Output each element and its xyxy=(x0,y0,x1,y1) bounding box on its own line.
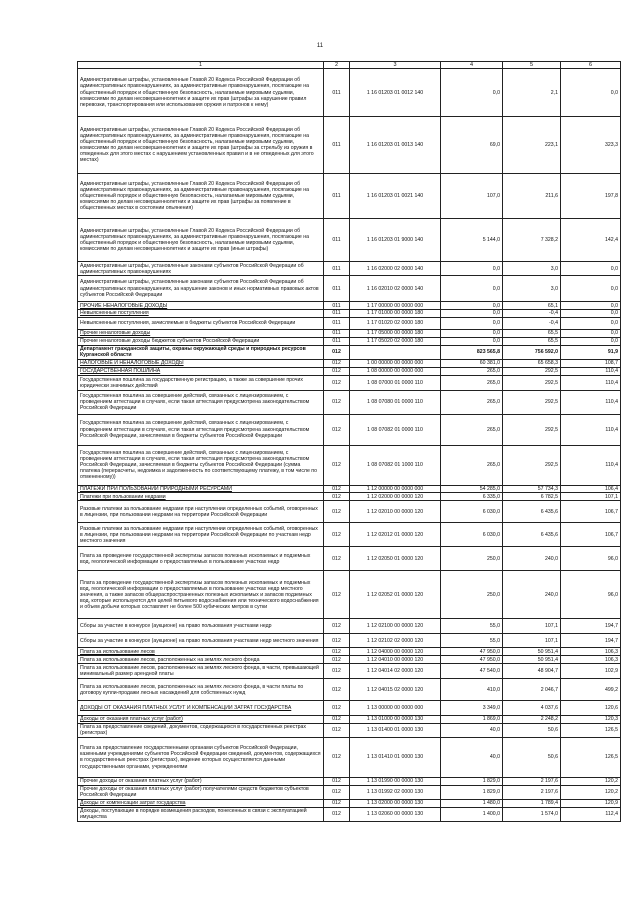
grbs-code-cell: 012 xyxy=(324,664,350,679)
actual-amount-cell: 292,5 xyxy=(503,367,561,375)
budget-code-cell: 1 17 05000 00 0000 180 xyxy=(350,329,441,337)
actual-amount-cell: 2 197,6 xyxy=(503,777,561,785)
plan-amount-cell: 265,0 xyxy=(441,375,503,390)
budget-code-cell: 1 17 05020 02 0000 180 xyxy=(350,337,441,345)
table-row xyxy=(78,716,621,724)
revenue-name-cell: Доходы от оказания платных услуг (работ) xyxy=(78,716,324,724)
table-row xyxy=(78,679,621,701)
revenue-table xyxy=(77,61,621,822)
actual-amount-cell: 6 435,6 xyxy=(503,523,561,547)
percent-cell: 110,4 xyxy=(561,375,621,390)
budget-code-cell: 1 08 07000 01 0000 110 xyxy=(350,375,441,390)
grbs-code-cell: 012 xyxy=(324,523,350,547)
grbs-code-cell: 012 xyxy=(324,359,350,367)
plan-amount-cell: 265,0 xyxy=(441,367,503,375)
revenue-name-cell: Административные штрафы, установленные законами субъектов Российской Федерации об административных правонарушениях, за нарушение законов и иных нормативных правовых актов субъектов Российской Федерации xyxy=(78,276,324,302)
percent-cell: 120,3 xyxy=(561,716,621,724)
grbs-code-cell: 011 xyxy=(324,302,350,310)
percent-cell: 194,7 xyxy=(561,619,621,634)
table-row xyxy=(78,345,621,359)
table-row xyxy=(78,777,621,785)
grbs-code-cell: 011 xyxy=(324,276,350,302)
percent-cell: 107,1 xyxy=(561,493,621,501)
budget-code-cell: 1 12 04010 00 0000 120 xyxy=(350,656,441,664)
plan-amount-cell: 40,0 xyxy=(441,737,503,777)
table-row xyxy=(78,547,621,571)
actual-amount-cell: 6 435,6 xyxy=(503,501,561,523)
grbs-code-cell: 012 xyxy=(324,501,350,523)
plan-amount-cell: 6 335,0 xyxy=(441,493,503,501)
grbs-code-cell: 011 xyxy=(324,329,350,337)
table-row xyxy=(78,648,621,656)
revenue-name-cell: Государственная пошлина за совершение действий, связанных с лицензированием, с проведением аттестации в случаях, если такая аттестация предусмотрена законодательством Российской Федерации, зачисляемая в бюджеты субъектов Российской Федерации xyxy=(78,414,324,445)
plan-amount-cell: 3 349,0 xyxy=(441,701,503,716)
percent-cell: 0,0 xyxy=(561,329,621,337)
actual-amount-cell: 3,0 xyxy=(503,276,561,302)
table-row xyxy=(78,174,621,219)
plan-amount-cell: 1 400,0 xyxy=(441,807,503,821)
percent-cell: 106,3 xyxy=(561,656,621,664)
revenue-name-cell: Государственная пошлина за государственную регистрацию, а также за совершение прочих юридически значимых действий xyxy=(78,375,324,390)
header-cell: 1 xyxy=(78,62,324,69)
budget-code-cell: 1 16 02000 02 0000 140 xyxy=(350,262,441,276)
percent-cell: 142,4 xyxy=(561,219,621,262)
table-row xyxy=(78,807,621,821)
budget-code-cell: 1 13 01990 00 0000 130 xyxy=(350,777,441,785)
plan-amount-cell: 0,0 xyxy=(441,337,503,345)
actual-amount-cell: 107,1 xyxy=(503,634,561,648)
percent-cell: 120,6 xyxy=(561,701,621,716)
revenue-name-cell: Административные штрафы, установленные Главой 20 Кодекса Российской Федерации об административных правонарушениях, за административные правонарушения, посягающие на общественный порядок и общественную безопасность, налагаемые мировыми судьями, комиссиями по делам несовершеннолетних и защите их прав (штрафы за нарушение правил перевозки, транспортирования или использования оружия и патронов к нему) xyxy=(78,69,324,117)
table-row xyxy=(78,310,621,318)
budget-code-cell: 1 16 01203 01 9000 140 xyxy=(350,219,441,262)
percent-cell: 106,7 xyxy=(561,501,621,523)
plan-amount-cell: 40,0 xyxy=(441,723,503,737)
percent-cell: 323,3 xyxy=(561,117,621,174)
table-row xyxy=(78,337,621,345)
plan-amount-cell: 1 829,0 xyxy=(441,785,503,799)
percent-cell: 0,0 xyxy=(561,337,621,345)
plan-amount-cell: 1 480,0 xyxy=(441,799,503,807)
grbs-code-cell: 012 xyxy=(324,716,350,724)
percent-cell: 120,2 xyxy=(561,785,621,799)
grbs-code-cell: 012 xyxy=(324,390,350,414)
plan-amount-cell: 54 285,0 xyxy=(441,485,503,493)
revenue-name-cell: Плата за предоставление государственными органами субъектов Российской Федерации, казенными учреждениями субъектов Российской Федерации сведений, документов, содержащихся в государственных реестрах (регистрах), ведение которых осуществляется данными государственными органами, учреждениями xyxy=(78,737,324,777)
revenue-name-cell: ДОХОДЫ ОТ ОКАЗАНИЯ ПЛАТНЫХ УСЛУГ И КОМПЕНСАЦИИ ЗАТРАТ ГОСУДАРСТВА xyxy=(78,701,324,716)
revenue-name-cell: Разовые платежи за пользование недрами при наступлении определенных событий, оговоренных в лицензии, при пользовании недрами на территории Российской Федерации xyxy=(78,501,324,523)
revenue-name-cell: Прочие неналоговые доходы xyxy=(78,329,324,337)
percent-cell: 91,9 xyxy=(561,345,621,359)
budget-code-cell: 1 13 02060 00 0000 130 xyxy=(350,807,441,821)
percent-cell: 0,0 xyxy=(561,276,621,302)
table-row xyxy=(78,359,621,367)
table-row xyxy=(78,317,621,329)
table-row xyxy=(78,276,621,302)
plan-amount-cell: 410,0 xyxy=(441,679,503,701)
revenue-name-cell: Плата за использование лесов xyxy=(78,648,324,656)
plan-amount-cell: 0,0 xyxy=(441,329,503,337)
grbs-code-cell: 012 xyxy=(324,634,350,648)
page-number: 11 xyxy=(316,43,324,49)
table-row xyxy=(78,523,621,547)
actual-amount-cell: 292,5 xyxy=(503,375,561,390)
grbs-code-cell: 011 xyxy=(324,310,350,318)
actual-amount-cell: 292,5 xyxy=(503,414,561,445)
grbs-code-cell: 012 xyxy=(324,737,350,777)
plan-amount-cell: 0,0 xyxy=(441,302,503,310)
revenue-name-cell: Невыясненные поступления, зачисляемые в бюджеты субъектов Российской Федерации xyxy=(78,317,324,329)
budget-code-cell: 1 12 02010 00 0000 120 xyxy=(350,501,441,523)
plan-amount-cell: 265,0 xyxy=(441,445,503,485)
grbs-code-cell: 012 xyxy=(324,547,350,571)
revenue-name-cell: Плата за проведение государственной экспертизы запасов полезных ископаемых и подземных вод, геологической информации о предоставляемых в пользование участках недр местного значения, а также запасов общераспространенных полезных ископаемых и запасов подземных вод, которые используются для целей питьевого водоснабжения или технического водоснабжения и объем добычи которых составляет не более 500 кубических метров в сутки xyxy=(78,571,324,619)
budget-code-cell: 1 12 02100 00 0000 120 xyxy=(350,619,441,634)
budget-code-cell: 1 12 00000 00 0000 000 xyxy=(350,485,441,493)
percent-cell: 106,7 xyxy=(561,523,621,547)
table-row xyxy=(78,723,621,737)
table-row xyxy=(78,117,621,174)
table-row xyxy=(78,737,621,777)
percent-cell: 110,4 xyxy=(561,367,621,375)
percent-cell: 110,4 xyxy=(561,414,621,445)
actual-amount-cell: 292,5 xyxy=(503,390,561,414)
revenue-name-cell: Административные штрафы, установленные Главой 20 Кодекса Российской Федерации об административных правонарушениях, за административные правонарушения, посягающие на общественный порядок и общественную безопасность, налагаемые мировыми судьями, комиссиями по делам несовершеннолетних и защите их прав (штрафы за стрельбу из оружия в отведенных для этого местах с нарушением установленных правил и в не отведенных для этого местах) xyxy=(78,117,324,174)
plan-amount-cell: 0,0 xyxy=(441,262,503,276)
table-row xyxy=(78,493,621,501)
plan-amount-cell: 47 540,0 xyxy=(441,664,503,679)
table-row xyxy=(78,219,621,262)
grbs-code-cell: 011 xyxy=(324,337,350,345)
budget-code-cell: 1 13 01000 00 0000 130 xyxy=(350,716,441,724)
actual-amount-cell: 3,0 xyxy=(503,262,561,276)
budget-code-cell: 1 16 01203 01 0013 140 xyxy=(350,117,441,174)
percent-cell: 96,0 xyxy=(561,571,621,619)
percent-cell: 126,5 xyxy=(561,737,621,777)
actual-amount-cell: -0,4 xyxy=(503,317,561,329)
budget-code-cell: 1 00 00000 00 0000 000 xyxy=(350,359,441,367)
table-row xyxy=(78,262,621,276)
actual-amount-cell: 65,1 xyxy=(503,302,561,310)
grbs-code-cell: 011 xyxy=(324,174,350,219)
actual-amount-cell: 223,1 xyxy=(503,117,561,174)
revenue-name-cell: Плата за использование лесов, расположенных на землях лесного фонда xyxy=(78,656,324,664)
revenue-name-cell: Административные штрафы, установленные Главой 20 Кодекса Российской Федерации об административных правонарушениях, за административные правонарушения, посягающие на общественный порядок и общественную безопасность, налагаемые мировыми судьями, комиссиями по делам несовершеннолетних и защите их прав (штрафы за появление в общественных местах в состоянии опьянения) xyxy=(78,174,324,219)
table-row xyxy=(78,634,621,648)
grbs-code-cell: 012 xyxy=(324,679,350,701)
actual-amount-cell: 57 734,3 xyxy=(503,485,561,493)
budget-code-cell: 1 12 02102 02 0000 120 xyxy=(350,634,441,648)
grbs-code-cell: 011 xyxy=(324,262,350,276)
actual-amount-cell: 65,5 xyxy=(503,329,561,337)
plan-amount-cell: 47 950,0 xyxy=(441,648,503,656)
budget-code-cell: 1 12 04000 00 0000 120 xyxy=(350,648,441,656)
actual-amount-cell: 50 951,4 xyxy=(503,656,561,664)
actual-amount-cell: 240,0 xyxy=(503,571,561,619)
grbs-code-cell: 012 xyxy=(324,807,350,821)
budget-code-cell: 1 12 02052 01 0000 120 xyxy=(350,571,441,619)
plan-amount-cell: 5 144,0 xyxy=(441,219,503,262)
revenue-name-cell: Департамент гражданской защиты, охраны окружающей среды и природных ресурсов Курганской области xyxy=(78,345,324,359)
budget-code-cell: 1 16 01203 01 0012 140 xyxy=(350,69,441,117)
revenue-name-cell: Плата за проведение государственной экспертизы запасов полезных ископаемых и подземных вод, геологической информации о предоставляемых в пользование участках недр xyxy=(78,547,324,571)
percent-cell: 0,0 xyxy=(561,302,621,310)
plan-amount-cell: 0,0 xyxy=(441,276,503,302)
revenue-name-cell: Невыясненные поступления xyxy=(78,310,324,318)
header-cell: 3 xyxy=(350,62,441,69)
grbs-code-cell: 012 xyxy=(324,445,350,485)
percent-cell: 120,2 xyxy=(561,777,621,785)
percent-cell: 194,7 xyxy=(561,634,621,648)
revenue-name-cell: Административные штрафы, установленные законами субъектов Российской Федерации об административных правонарушениях xyxy=(78,262,324,276)
actual-amount-cell: 50,6 xyxy=(503,737,561,777)
grbs-code-cell: 012 xyxy=(324,648,350,656)
actual-amount-cell: 50 951,4 xyxy=(503,648,561,656)
header-cell: 4 xyxy=(441,62,503,69)
table-row xyxy=(78,445,621,485)
percent-cell: 96,0 xyxy=(561,547,621,571)
plan-amount-cell: 107,0 xyxy=(441,174,503,219)
budget-code-cell xyxy=(350,345,441,359)
budget-code-cell: 1 13 02000 00 0000 130 xyxy=(350,799,441,807)
grbs-code-cell: 012 xyxy=(324,777,350,785)
plan-amount-cell: 1 869,0 xyxy=(441,716,503,724)
budget-code-cell: 1 17 00000 00 0000 000 xyxy=(350,302,441,310)
header-cell: 6 xyxy=(561,62,621,69)
grbs-code-cell: 011 xyxy=(324,219,350,262)
percent-cell: 110,4 xyxy=(561,445,621,485)
actual-amount-cell: 1 789,4 xyxy=(503,799,561,807)
actual-amount-cell: 50,6 xyxy=(503,723,561,737)
budget-code-cell: 1 12 02050 01 0000 120 xyxy=(350,547,441,571)
plan-amount-cell: 55,0 xyxy=(441,634,503,648)
budget-code-cell: 1 17 01000 00 0000 180 xyxy=(350,310,441,318)
plan-amount-cell: 250,0 xyxy=(441,571,503,619)
actual-amount-cell: 7 328,2 xyxy=(503,219,561,262)
percent-cell: 0,0 xyxy=(561,317,621,329)
budget-code-cell: 1 13 01410 01 0000 130 xyxy=(350,737,441,777)
table-row xyxy=(78,501,621,523)
budget-code-cell: 1 12 02000 00 0000 120 xyxy=(350,493,441,501)
grbs-code-cell: 012 xyxy=(324,345,350,359)
plan-amount-cell: 265,0 xyxy=(441,414,503,445)
table-row xyxy=(78,619,621,634)
actual-amount-cell: 4 037,6 xyxy=(503,701,561,716)
grbs-code-cell: 012 xyxy=(324,701,350,716)
table-row xyxy=(78,664,621,679)
revenue-name-cell: ПРОЧИЕ НЕНАЛОГОВЫЕ ДОХОДЫ xyxy=(78,302,324,310)
revenue-name-cell: Плата за использование лесов, расположенных на землях лесного фонда, в части, превышающей минимальный размер арендной платы xyxy=(78,664,324,679)
table-row xyxy=(78,69,621,117)
budget-code-cell: 1 08 07082 01 1000 110 xyxy=(350,445,441,485)
actual-amount-cell: 2,1 xyxy=(503,69,561,117)
budget-code-cell: 1 16 01203 01 0021 140 xyxy=(350,174,441,219)
plan-amount-cell: 0,0 xyxy=(441,69,503,117)
revenue-name-cell: ГОСУДАРСТВЕННАЯ ПОШЛИНА xyxy=(78,367,324,375)
revenue-name-cell: Платежи при пользовании недрами xyxy=(78,493,324,501)
actual-amount-cell: 211,6 xyxy=(503,174,561,219)
actual-amount-cell: 6 782,5 xyxy=(503,493,561,501)
header-cell: 2 xyxy=(324,62,350,69)
percent-cell: 110,4 xyxy=(561,390,621,414)
revenue-name-cell: Государственная пошлина за совершение действий, связанных с лицензированием, с проведением аттестации в случаях, если такая аттестация предусмотрена законодательством Российской Федерации xyxy=(78,390,324,414)
grbs-code-cell: 012 xyxy=(324,785,350,799)
plan-amount-cell: 47 950,0 xyxy=(441,656,503,664)
table-header-row xyxy=(78,62,621,69)
grbs-code-cell: 012 xyxy=(324,414,350,445)
budget-code-cell: 1 08 00000 00 0000 000 xyxy=(350,367,441,375)
table-row xyxy=(78,485,621,493)
revenue-name-cell: Сборы за участие в конкурсе (аукционе) на право пользования участками недр xyxy=(78,619,324,634)
budget-code-cell: 1 13 01992 02 0000 130 xyxy=(350,785,441,799)
budget-code-cell: 1 17 01020 02 0000 180 xyxy=(350,317,441,329)
grbs-code-cell: 012 xyxy=(324,799,350,807)
plan-amount-cell: 823 565,8 xyxy=(441,345,503,359)
revenue-name-cell: Плата за предоставление сведений, документов, содержащихся в государственных реестрах (регистрах) xyxy=(78,723,324,737)
revenue-name-cell: Прочие доходы от оказания платных услуг (работ) xyxy=(78,777,324,785)
actual-amount-cell: 1 574,0 xyxy=(503,807,561,821)
plan-amount-cell: 265,0 xyxy=(441,390,503,414)
grbs-code-cell: 012 xyxy=(324,619,350,634)
actual-amount-cell: 65 658,3 xyxy=(503,359,561,367)
percent-cell: 499,2 xyxy=(561,679,621,701)
actual-amount-cell: 65,5 xyxy=(503,337,561,345)
percent-cell: 102,9 xyxy=(561,664,621,679)
budget-code-cell: 1 08 07080 01 0000 110 xyxy=(350,390,441,414)
revenue-name-cell: НАЛОГОВЫЕ И НЕНАЛОГОВЫЕ ДОХОДЫ xyxy=(78,359,324,367)
revenue-name-cell: Доходы, поступающие в порядке возмещения расходов, понесенных в связи с эксплуатацией имущества xyxy=(78,807,324,821)
grbs-code-cell: 011 xyxy=(324,69,350,117)
table-row xyxy=(78,390,621,414)
revenue-name-cell: ПЛАТЕЖИ ПРИ ПОЛЬЗОВАНИИ ПРИРОДНЫМИ РЕСУРСАМИ xyxy=(78,485,324,493)
table-row xyxy=(78,656,621,664)
percent-cell: 0,0 xyxy=(561,310,621,318)
grbs-code-cell: 011 xyxy=(324,317,350,329)
revenue-name-cell: Государственная пошлина за совершение действий, связанных с лицензированием, с проведением аттестации в случаях, если такая аттестация предусмотрена законодательством Российской Федерации, зачисляемая в бюджеты субъектов Российской Федерации (сумма платежа (перерасчеты, недоимка и задолженность по соответствующему платежу, в том числе по отмененному)) xyxy=(78,445,324,485)
table-row xyxy=(78,785,621,799)
table-row xyxy=(78,414,621,445)
plan-amount-cell: 0,0 xyxy=(441,310,503,318)
table-row xyxy=(78,571,621,619)
actual-amount-cell: 2 197,6 xyxy=(503,785,561,799)
actual-amount-cell: 107,1 xyxy=(503,619,561,634)
actual-amount-cell: 48 904,7 xyxy=(503,664,561,679)
revenue-name-cell: Прочие неналоговые доходы бюджетов субъектов Российской Федерации xyxy=(78,337,324,345)
budget-code-cell: 1 12 04014 02 0000 120 xyxy=(350,664,441,679)
grbs-code-cell: 012 xyxy=(324,485,350,493)
table-row xyxy=(78,302,621,310)
table-row xyxy=(78,375,621,390)
percent-cell: 120,9 xyxy=(561,799,621,807)
plan-amount-cell: 6 030,0 xyxy=(441,523,503,547)
grbs-code-cell: 012 xyxy=(324,571,350,619)
actual-amount-cell: 240,0 xyxy=(503,547,561,571)
revenue-name-cell: Доходы от компенсации затрат государства xyxy=(78,799,324,807)
plan-amount-cell: 0,0 xyxy=(441,317,503,329)
plan-amount-cell: 1 829,0 xyxy=(441,777,503,785)
grbs-code-cell: 012 xyxy=(324,656,350,664)
percent-cell: 106,4 xyxy=(561,485,621,493)
revenue-name-cell: Сборы за участие в конкурсе (аукционе) на право пользования участками недр местного значения xyxy=(78,634,324,648)
budget-code-cell: 1 08 07082 01 0000 110 xyxy=(350,414,441,445)
percent-cell: 0,0 xyxy=(561,69,621,117)
plan-amount-cell: 55,0 xyxy=(441,619,503,634)
table-row xyxy=(78,799,621,807)
plan-amount-cell: 250,0 xyxy=(441,547,503,571)
table-row xyxy=(78,367,621,375)
table-row xyxy=(78,701,621,716)
percent-cell: 108,7 xyxy=(561,359,621,367)
percent-cell: 112,4 xyxy=(561,807,621,821)
plan-amount-cell: 69,0 xyxy=(441,117,503,174)
budget-code-cell: 1 12 04015 02 0000 120 xyxy=(350,679,441,701)
actual-amount-cell: 756 592,0 xyxy=(503,345,561,359)
grbs-code-cell: 012 xyxy=(324,367,350,375)
actual-amount-cell: -0,4 xyxy=(503,310,561,318)
grbs-code-cell: 012 xyxy=(324,375,350,390)
grbs-code-cell: 012 xyxy=(324,723,350,737)
revenue-name-cell: Прочие доходы от оказания платных услуг (работ) получателями средств бюджетов субъектов Российской Федерации xyxy=(78,785,324,799)
revenue-name-cell: Административные штрафы, установленные Главой 20 Кодекса Российской Федерации об административных правонарушениях, за административные правонарушения, посягающие на общественный порядок и общественную безопасность, налагаемые мировыми судьями, комиссиями по делам несовершеннолетних и защите их прав (иные штрафы) xyxy=(78,219,324,262)
actual-amount-cell: 292,5 xyxy=(503,445,561,485)
percent-cell: 197,8 xyxy=(561,174,621,219)
revenue-name-cell: Разовые платежи за пользование недрами при наступлении определенных событий, оговоренных в лицензии, при пользовании недрами на территории Российской Федерации по участкам недр местного значения xyxy=(78,523,324,547)
plan-amount-cell: 6 030,0 xyxy=(441,501,503,523)
budget-code-cell: 1 13 00000 00 0000 000 xyxy=(350,701,441,716)
budget-code-cell: 1 16 02010 02 0000 140 xyxy=(350,276,441,302)
plan-amount-cell: 60 381,0 xyxy=(441,359,503,367)
grbs-code-cell: 012 xyxy=(324,493,350,501)
percent-cell: 106,3 xyxy=(561,648,621,656)
table-row xyxy=(78,329,621,337)
percent-cell: 0,0 xyxy=(561,262,621,276)
actual-amount-cell: 2 248,2 xyxy=(503,716,561,724)
header-cell: 5 xyxy=(503,62,561,69)
budget-code-cell: 1 12 02012 01 0000 120 xyxy=(350,523,441,547)
grbs-code-cell: 011 xyxy=(324,117,350,174)
budget-code-cell: 1 13 01400 01 0000 130 xyxy=(350,723,441,737)
actual-amount-cell: 2 046,7 xyxy=(503,679,561,701)
revenue-name-cell: Плата за использование лесов, расположенных на землях лесного фонда, в части платы по договору купли-продажи лесных насаждений для собственных нужд xyxy=(78,679,324,701)
percent-cell: 126,5 xyxy=(561,723,621,737)
